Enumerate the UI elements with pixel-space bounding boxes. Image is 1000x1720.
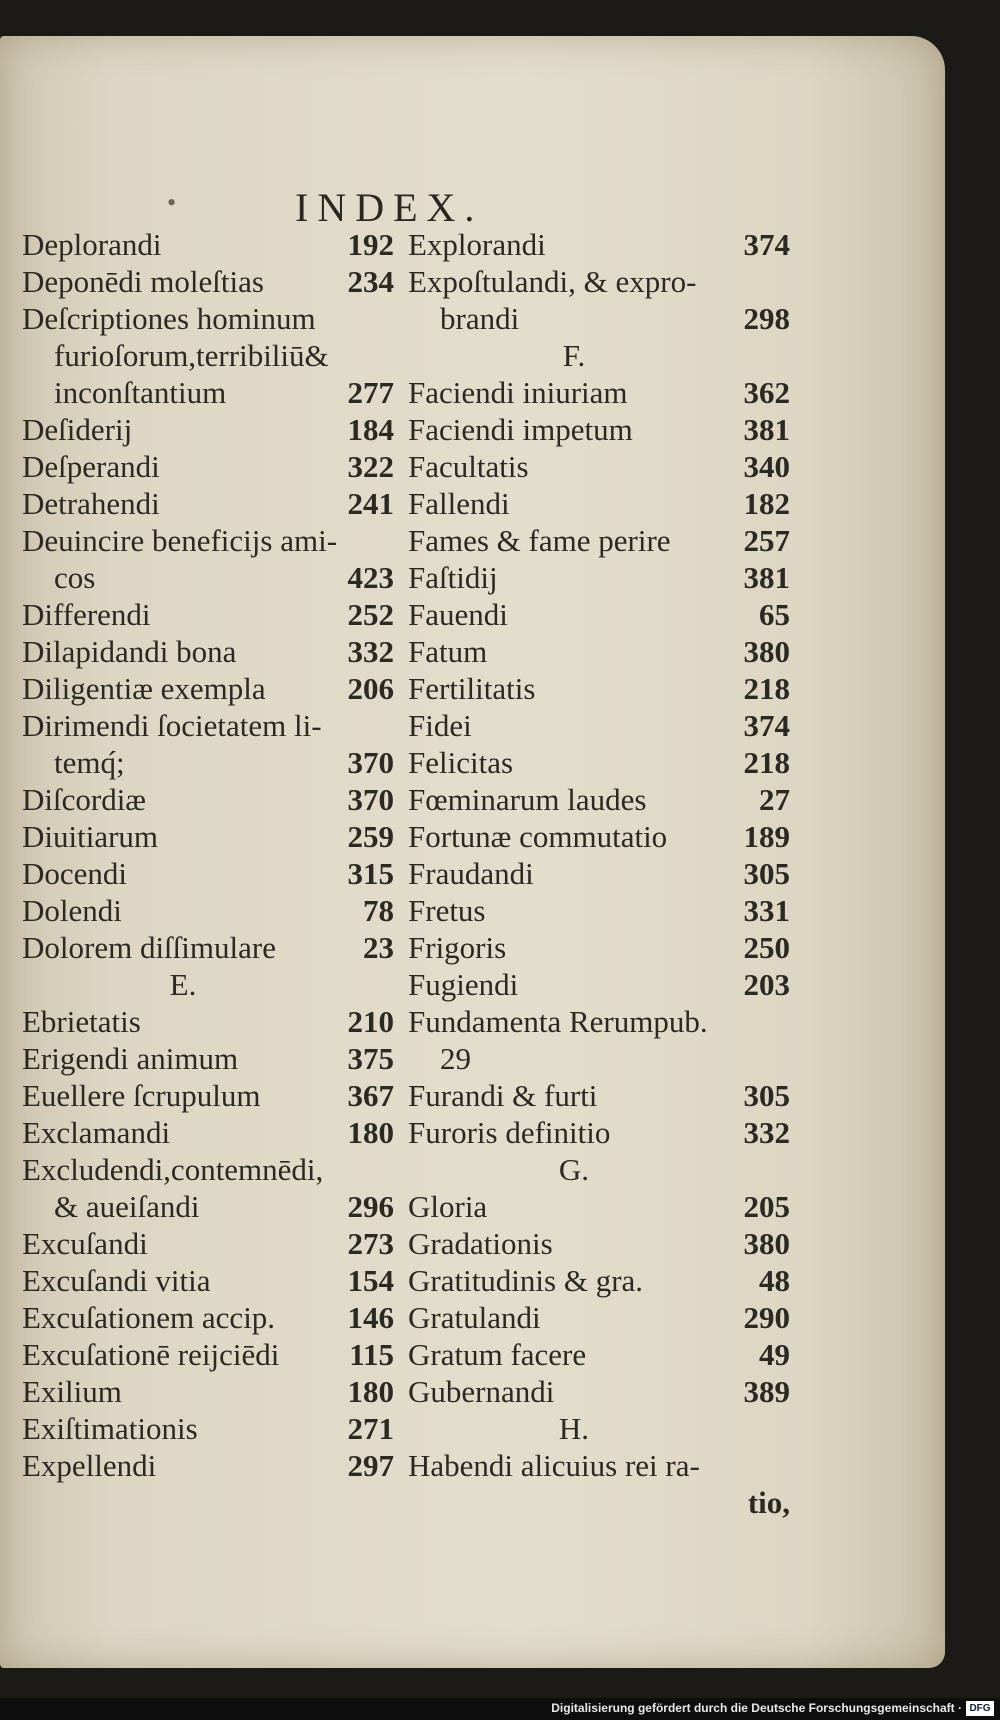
entry-term: Differendi	[22, 597, 151, 632]
index-entry	[22, 781, 394, 818]
index-entry	[22, 1410, 394, 1447]
entry-page-number: 374	[743, 227, 790, 262]
index-entry	[22, 1003, 394, 1040]
index-entry	[408, 374, 790, 411]
entry-term: Diligentiæ exempla	[22, 671, 266, 706]
entry-page-number: 277	[347, 375, 394, 410]
index-entry	[22, 448, 394, 485]
entry-page-number: 180	[347, 1115, 394, 1150]
entry-page-number: 332	[743, 1115, 790, 1150]
funding-credit: Digitalisierung gefördert durch die Deutsche Forschungsgemeinschaft ·	[551, 1701, 962, 1715]
index-entry	[408, 1262, 790, 1299]
index-entry	[22, 300, 394, 337]
entry-page-number: 375	[347, 1041, 394, 1076]
entry-page-number: 381	[743, 412, 790, 447]
index-entry	[22, 855, 394, 892]
entry-term: Fraudandi	[408, 856, 534, 891]
entry-term: Dolendi	[22, 893, 122, 928]
index-entry	[408, 485, 790, 522]
index-entry	[408, 1484, 790, 1521]
entry-page-number: 305	[743, 856, 790, 891]
index-entry	[22, 374, 394, 411]
entry-term: Facultatis	[408, 449, 529, 484]
index-column-right	[408, 226, 790, 1521]
index-entry	[408, 966, 790, 1003]
entry-term: Deuincire beneficijs ami-	[22, 523, 338, 558]
index-entry	[408, 1373, 790, 1410]
entry-term: Gradationis	[408, 1226, 553, 1261]
entry-term: furioſorum,terribiliū&	[54, 338, 329, 373]
index-entry	[22, 744, 394, 781]
entry-term: Ebrietatis	[22, 1004, 141, 1039]
entry-term: F.	[562, 338, 586, 373]
entry-term: Deplorandi	[22, 227, 162, 262]
entry-page-number: 315	[347, 856, 394, 891]
entry-page-number: 381	[743, 560, 790, 595]
entry-page-number: tio,	[747, 1485, 790, 1520]
entry-term: Excuſationē reijciēdi	[22, 1337, 280, 1372]
entry-term: Excuſandi	[22, 1226, 148, 1261]
index-entry	[22, 337, 394, 374]
index-entry	[408, 1077, 790, 1114]
index-entry	[22, 633, 394, 670]
entry-page-number: 115	[349, 1337, 394, 1372]
entry-term: Euellere ſcrupulum	[22, 1078, 261, 1113]
entry-term: Deſiderij	[22, 412, 133, 447]
entry-page-number: 290	[743, 1300, 790, 1335]
index-entry	[408, 1040, 790, 1077]
index-entry	[22, 1299, 394, 1336]
entry-term: Excludendi,contemnēdi,	[22, 1152, 324, 1187]
entry-page-number: 322	[347, 449, 394, 484]
header-dot: •	[167, 188, 177, 217]
entry-term: cos	[54, 560, 96, 595]
entry-term: Frigoris	[408, 930, 507, 965]
index-entry	[22, 1336, 394, 1373]
page-header	[167, 184, 484, 231]
entry-term: Erigendi animum	[22, 1041, 239, 1076]
entry-page-number: 205	[743, 1189, 790, 1224]
entry-page-number: 252	[347, 597, 394, 632]
index-entry	[22, 1040, 394, 1077]
entry-page-number: 65	[759, 597, 790, 632]
section-letter	[408, 337, 790, 374]
entry-page-number: 370	[347, 745, 394, 780]
index-entry	[408, 781, 790, 818]
entry-page-number: 234	[347, 264, 394, 299]
entry-page-number: 423	[347, 560, 394, 595]
dfg-logo: DFG	[966, 1701, 994, 1716]
index-entry	[22, 818, 394, 855]
index-entry	[408, 1114, 790, 1151]
index-entry	[22, 522, 394, 559]
entry-term: Deponēdi moleſtias	[22, 264, 264, 299]
entry-page-number: 146	[347, 1300, 394, 1335]
index-entry	[22, 263, 394, 300]
entry-term: Diuitiarum	[22, 819, 159, 854]
index-entry	[408, 263, 790, 300]
index-entry	[408, 448, 790, 485]
entry-term: Fundamenta Rerumpub.	[408, 1004, 708, 1039]
index-column-left	[22, 226, 394, 1484]
entry-page-number: 23	[363, 930, 394, 965]
entry-term: Fames & fame perire	[408, 523, 671, 558]
entry-page-number: 362	[743, 375, 790, 410]
entry-page-number: 374	[743, 708, 790, 743]
entry-page-number: 305	[743, 1078, 790, 1113]
entry-term: Detrahendi	[22, 486, 160, 521]
entry-term: Felicitas	[408, 745, 514, 780]
index-entry	[408, 1447, 790, 1484]
index-entry	[22, 1262, 394, 1299]
entry-term: Furoris definitio	[408, 1115, 611, 1150]
index-entry	[408, 855, 790, 892]
entry-term: Fatum	[408, 634, 488, 669]
entry-term: 29	[440, 1041, 471, 1076]
index-entry	[22, 1225, 394, 1262]
index-entry	[408, 1336, 790, 1373]
entry-term: Habendi alicuius rei ra-	[408, 1448, 700, 1483]
entry-page-number: 78	[363, 893, 394, 928]
entry-term: Dilapidandi bona	[22, 634, 237, 669]
entry-term: Dolorem diſſimulare	[22, 930, 276, 965]
entry-page-number: 380	[743, 1226, 790, 1261]
index-entry	[408, 1299, 790, 1336]
entry-term: Exiſtimationis	[22, 1411, 198, 1446]
index-entry	[22, 1447, 394, 1484]
entry-page-number: 257	[743, 523, 790, 558]
index-entry	[22, 485, 394, 522]
entry-page-number: 182	[743, 486, 790, 521]
entry-term: Fertilitatis	[408, 671, 536, 706]
entry-page-number: 49	[759, 1337, 790, 1372]
entry-page-number: 241	[347, 486, 394, 521]
entry-page-number: 218	[743, 671, 790, 706]
entry-page-number: 296	[347, 1189, 394, 1224]
index-entry	[22, 596, 394, 633]
entry-term: Gloria	[408, 1189, 488, 1224]
index-entry	[408, 818, 790, 855]
entry-term: brandi	[440, 301, 520, 336]
entry-page-number: 203	[743, 967, 790, 1002]
entry-term: H.	[558, 1411, 590, 1446]
entry-page-number: 332	[347, 634, 394, 669]
index-entry	[408, 300, 790, 337]
entry-page-number: 340	[743, 449, 790, 484]
entry-term: Deſperandi	[22, 449, 160, 484]
entry-page-number: 370	[347, 782, 394, 817]
index-title: INDEX.	[295, 185, 484, 230]
index-entry	[22, 1114, 394, 1151]
entry-page-number: 192	[347, 227, 394, 262]
entry-term: G.	[558, 1152, 590, 1187]
entry-term: E.	[169, 967, 197, 1002]
entry-term: Faciendi iniuriam	[408, 375, 628, 410]
entry-term: Gratitudinis & gra.	[408, 1263, 644, 1298]
entry-page-number: 331	[743, 893, 790, 928]
index-entry	[408, 929, 790, 966]
entry-term: Fœminarum laudes	[408, 782, 647, 817]
index-entry	[408, 1225, 790, 1262]
entry-term: Explorandi	[408, 227, 546, 262]
entry-term: Gubernandi	[408, 1374, 555, 1409]
index-entry	[22, 707, 394, 744]
index-entry	[408, 670, 790, 707]
index-entry	[22, 226, 394, 263]
index-entry	[22, 1077, 394, 1114]
index-entry	[22, 411, 394, 448]
entry-page-number: 180	[347, 1374, 394, 1409]
section-letter	[22, 966, 394, 1003]
entry-page-number: 48	[759, 1263, 790, 1298]
entry-page-number: 259	[347, 819, 394, 854]
index-entry	[22, 892, 394, 929]
entry-page-number: 380	[743, 634, 790, 669]
index-entry	[22, 670, 394, 707]
entry-term: Gratum facere	[408, 1337, 587, 1372]
entry-term: Exilium	[22, 1374, 122, 1409]
index-entry	[22, 1373, 394, 1410]
entry-term: Diſcordiæ	[22, 782, 146, 817]
entry-page-number: 184	[347, 412, 394, 447]
index-entry	[408, 744, 790, 781]
entry-term: Fretus	[408, 893, 486, 928]
entry-page-number: 297	[347, 1448, 394, 1483]
entry-term: Fidei	[408, 708, 472, 743]
entry-term: Gratulandi	[408, 1300, 541, 1335]
entry-term: Faciendi impetum	[408, 412, 633, 447]
index-entry	[408, 522, 790, 559]
entry-term: & aueiſandi	[54, 1189, 200, 1224]
index-entry	[408, 892, 790, 929]
index-entry	[408, 411, 790, 448]
entry-page-number: 250	[743, 930, 790, 965]
entry-term: Deſcriptiones hominum	[22, 301, 316, 336]
entry-page-number: 206	[347, 671, 394, 706]
section-letter	[408, 1151, 790, 1188]
entry-page-number: 189	[743, 819, 790, 854]
entry-term: Furandi & furti	[408, 1078, 598, 1113]
index-entry	[22, 929, 394, 966]
entry-page-number: 271	[347, 1411, 394, 1446]
entry-term: Fugiendi	[408, 967, 519, 1002]
entry-page-number: 298	[743, 301, 790, 336]
index-entry	[22, 1151, 394, 1188]
entry-term: Dirimendi ſocietatem li-	[22, 708, 322, 743]
index-entry	[408, 633, 790, 670]
entry-term: Faſtidij	[408, 560, 498, 595]
index-entry	[408, 707, 790, 744]
entry-term: Fauendi	[408, 597, 508, 632]
entry-term: Fortunæ commutatio	[408, 819, 668, 854]
index-entry	[408, 226, 790, 263]
entry-page-number: 218	[743, 745, 790, 780]
entry-page-number: 389	[743, 1374, 790, 1409]
book-page	[0, 36, 945, 1668]
index-entry	[408, 559, 790, 596]
index-entry	[408, 1188, 790, 1225]
entry-term: Excuſandi vitia	[22, 1263, 211, 1298]
entry-term: Fallendi	[408, 486, 510, 521]
entry-term: temq́;	[54, 745, 125, 780]
footer-bar	[0, 1698, 1000, 1720]
section-letter	[408, 1410, 790, 1447]
entry-term: Expellendi	[22, 1448, 157, 1483]
entry-term: Expoſtulandi, & expro-	[408, 264, 697, 299]
entry-term: Exclamandi	[22, 1115, 171, 1150]
entry-page-number: 27	[759, 782, 790, 817]
index-entry	[408, 596, 790, 633]
index-entry	[22, 559, 394, 596]
entry-page-number: 154	[347, 1263, 394, 1298]
entry-page-number: 273	[347, 1226, 394, 1261]
entry-page-number: 367	[347, 1078, 394, 1113]
index-entry	[22, 1188, 394, 1225]
entry-page-number: 210	[347, 1004, 394, 1039]
index-entry	[408, 1003, 790, 1040]
entry-term: inconſtantium	[54, 375, 227, 410]
entry-term: Docendi	[22, 856, 128, 891]
entry-term: Excuſationem accip.	[22, 1300, 276, 1335]
